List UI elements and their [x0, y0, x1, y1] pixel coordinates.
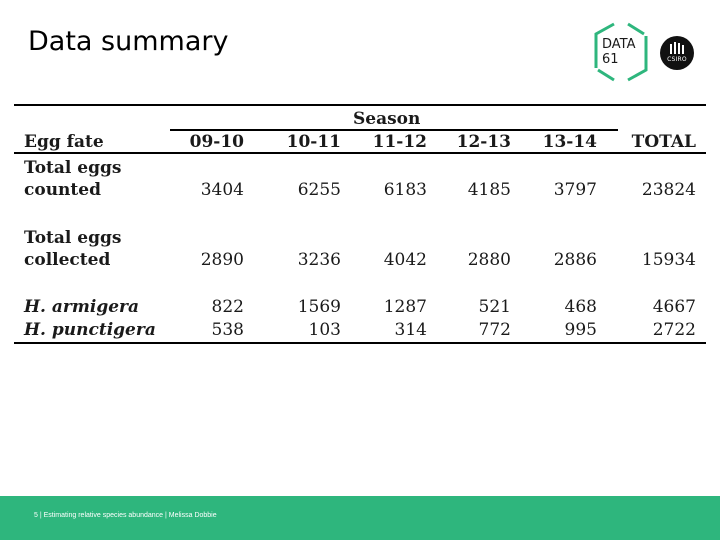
table-cell: 538: [211, 320, 244, 340]
total-header: TOTAL: [631, 132, 696, 152]
table-cell: 3797: [553, 180, 597, 200]
row-label: H. punctigera: [24, 320, 156, 340]
table-cell-total: 15934: [641, 250, 696, 270]
col-header: 12-13: [456, 132, 511, 152]
table-cell: 995: [564, 320, 597, 340]
col-header: 09-10: [189, 132, 244, 152]
table-cell: 6255: [297, 180, 341, 200]
col-header: 11-12: [372, 132, 427, 152]
table-cell: 4042: [383, 250, 427, 270]
egg-fate-header: Egg fate: [24, 132, 104, 152]
data-summary-table: [14, 104, 706, 344]
table-cell: 822: [211, 297, 244, 317]
table-cell: 1287: [383, 297, 427, 317]
season-underline-rule: [170, 129, 618, 131]
row-label: Total eggs: [24, 158, 122, 178]
table-cell: 2890: [200, 250, 244, 270]
table-cell: 2886: [553, 250, 597, 270]
footer-text: 5 | Estimating relative species abundance | Melissa Dobbie: [34, 512, 217, 519]
csiro-bars-icon: [660, 38, 694, 58]
table-top-rule: [14, 104, 706, 106]
table-cell: 3404: [200, 180, 244, 200]
table-cell-total: 2722: [652, 320, 696, 340]
slide-title: Data summary: [28, 26, 229, 57]
table-cell: 468: [564, 297, 597, 317]
table-cell: 6183: [383, 180, 427, 200]
row-label: Total eggs: [24, 228, 122, 248]
table-cell-total: 23824: [641, 180, 696, 200]
table-cell-total: 4667: [652, 297, 696, 317]
data61-logo: [602, 37, 636, 67]
header-bottom-rule: [14, 152, 706, 154]
data61-logo-line2: 61: [602, 52, 619, 67]
row-label: H. armigera: [24, 297, 139, 317]
table-cell: 772: [478, 320, 511, 340]
data61-logo-line1: DATA: [602, 37, 636, 52]
csiro-label: CSIRO: [667, 56, 687, 63]
table-cell: 1569: [297, 297, 341, 317]
col-header: 10-11: [286, 132, 341, 152]
table-cell: 314: [394, 320, 427, 340]
table-cell: 521: [478, 297, 511, 317]
table-bottom-rule: [14, 342, 706, 344]
season-header: Season: [353, 109, 421, 129]
table-cell: 103: [308, 320, 341, 340]
table-cell: 3236: [297, 250, 341, 270]
table-cell: 4185: [467, 180, 511, 200]
footer-bar: [0, 496, 720, 540]
csiro-logo: [660, 36, 694, 70]
row-label: collected: [24, 250, 111, 270]
table-cell: 2880: [467, 250, 511, 270]
col-header: 13-14: [542, 132, 597, 152]
row-label: counted: [24, 180, 101, 200]
